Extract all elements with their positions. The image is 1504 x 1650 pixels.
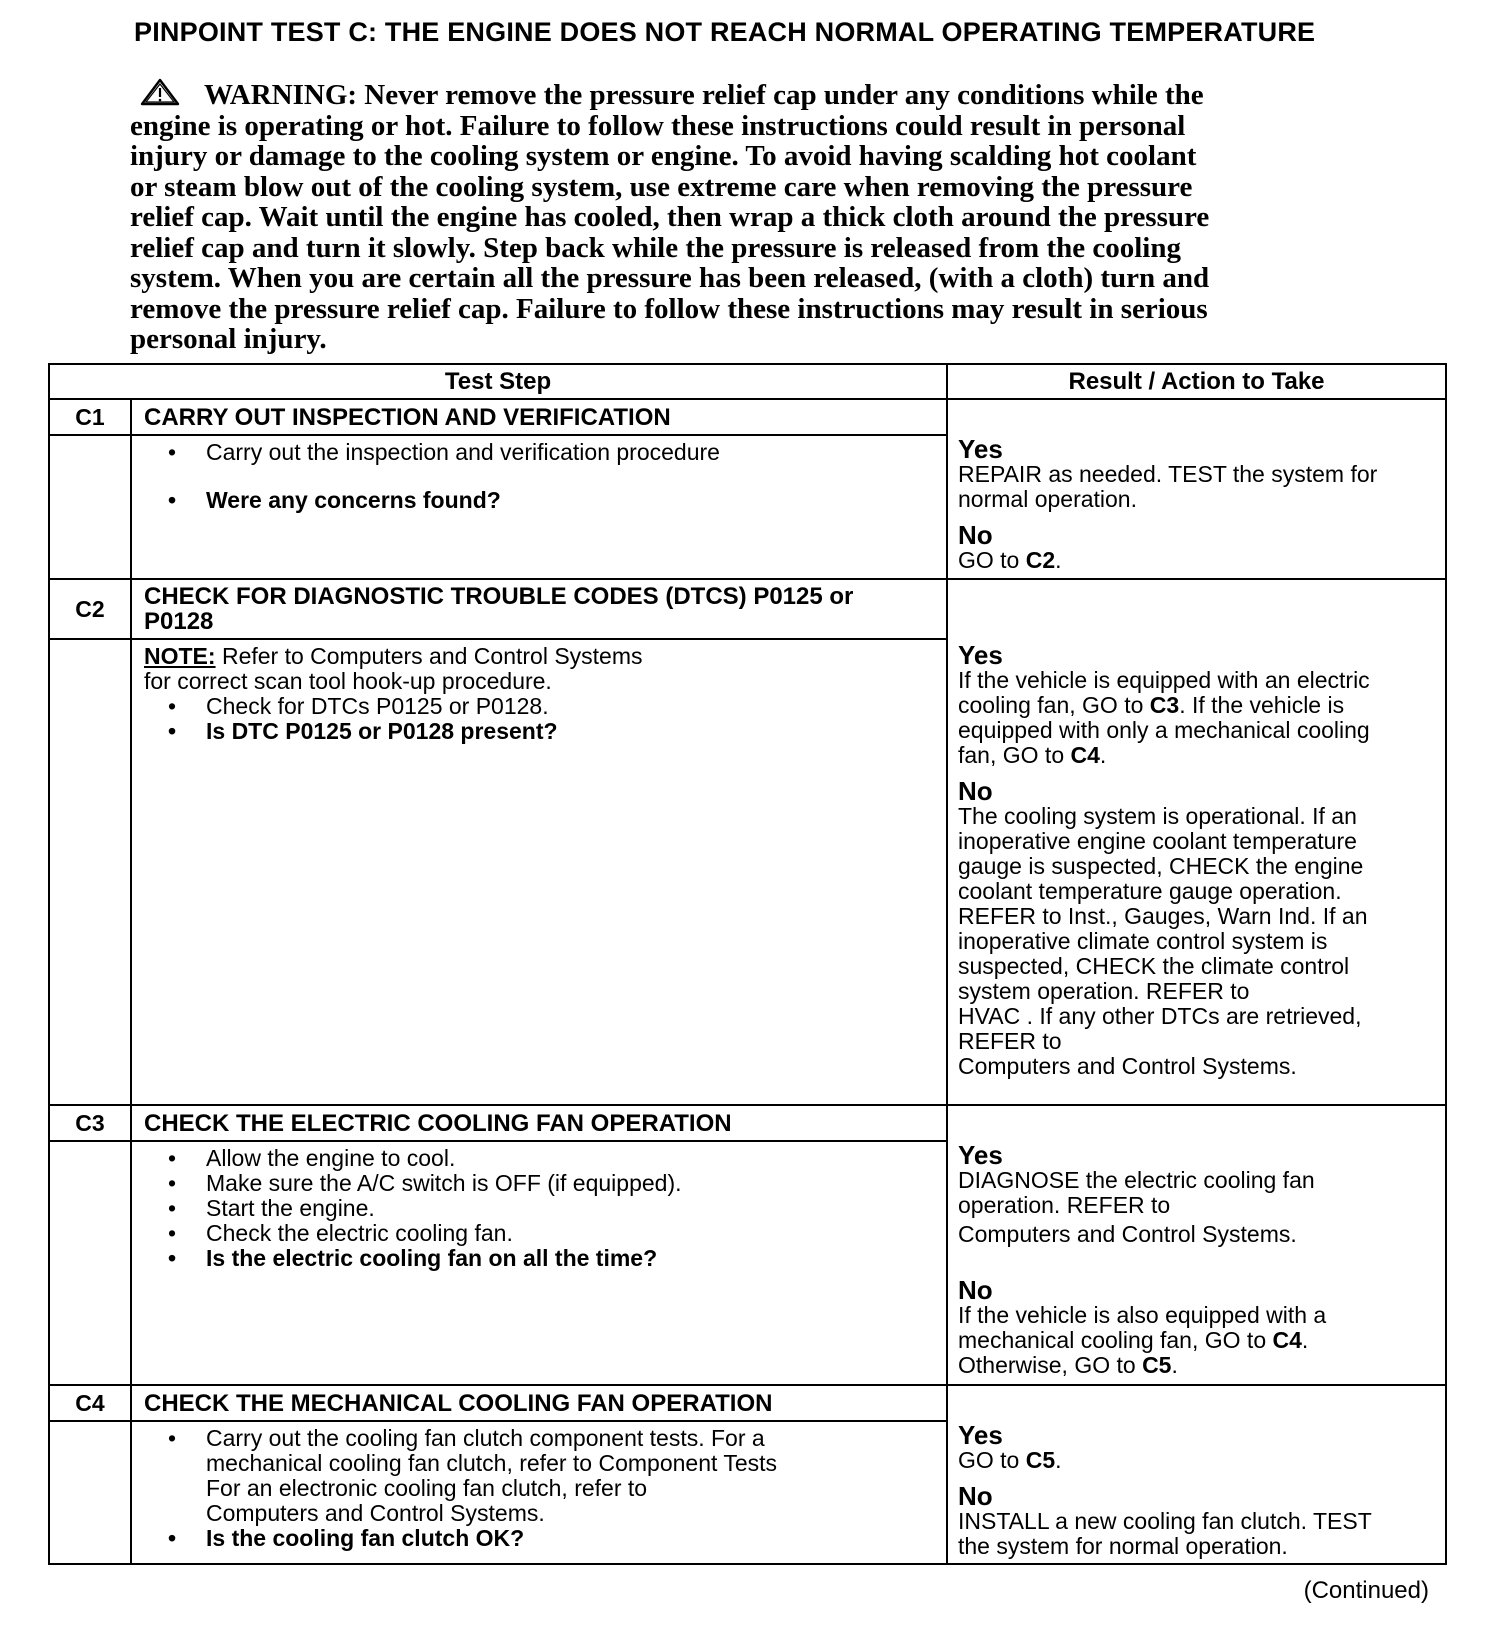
no-label: No: [958, 520, 993, 550]
no-text: mechanical cooling fan, GO to C4.: [958, 1327, 1309, 1353]
step-body: [131, 435, 947, 579]
no-text: suspected, CHECK the climate control: [958, 953, 1350, 979]
step-title-row: [49, 399, 1446, 435]
step-title-row: [49, 579, 1446, 639]
step-id-spacer: [49, 1141, 131, 1385]
step-question: • Is the cooling fan clutch OK?: [168, 1526, 936, 1551]
yes-text: normal operation.: [958, 486, 1137, 512]
table-header-row: [49, 364, 1446, 399]
step-id-spacer: [49, 1421, 131, 1564]
step-id: C3: [49, 1105, 131, 1141]
yes-text: GO to C5.: [958, 1447, 1062, 1473]
yes-label: Yes: [958, 640, 1003, 670]
step-title-row: [49, 1105, 1446, 1141]
yes-text: REPAIR as needed. TEST the system for: [958, 461, 1378, 487]
warning-text: WARNING: Never remove the pressure relief cap under any conditions while the: [204, 79, 1204, 111]
step-id: C1: [49, 399, 131, 435]
step-bullet-line: • Carry out the cooling fan clutch component tests. For a: [206, 1425, 765, 1452]
step-bullet: • Carry out the inspection and verification procedure: [168, 440, 936, 465]
yes-text: cooling fan, GO to C3. If the vehicle is: [958, 692, 1345, 718]
yes-text: operation. REFER to: [958, 1192, 1171, 1218]
step-title-line: CHECK FOR DIAGNOSTIC TROUBLE CODES (DTCS) P0125 or: [144, 583, 854, 610]
result-cell: [947, 1385, 1446, 1564]
no-text: HVAC . If any other DTCs are retrieved,: [958, 1003, 1362, 1029]
step-question: • Is the electric cooling fan on all the time?: [168, 1246, 936, 1271]
yes-label: Yes: [958, 1420, 1003, 1450]
no-text: If the vehicle is also equipped with a: [958, 1302, 1327, 1328]
no-text: REFER to: [958, 1028, 1062, 1054]
step-title-row: [49, 1385, 1446, 1421]
page-title: PINPOINT TEST C: THE ENGINE DOES NOT REACH NORMAL OPERATING TEMPERATURE: [134, 17, 1316, 47]
continued-label: (Continued): [1303, 1577, 1429, 1604]
no-text: GO to C2.: [958, 547, 1062, 573]
warning-block: [130, 78, 1345, 355]
step-bullet-line: mechanical cooling fan clutch, refer to Component Tests: [206, 1450, 778, 1477]
no-text: Computers and Control Systems.: [958, 1053, 1297, 1079]
step-bullet: • Check the electric cooling fan.: [168, 1221, 936, 1246]
no-text: INSTALL a new cooling fan clutch. TEST: [958, 1508, 1372, 1534]
step-bullets: [144, 440, 936, 513]
yes-text: Computers and Control Systems.: [958, 1221, 1297, 1247]
step-title-line: P0128: [144, 608, 214, 635]
step-title: CHECK THE ELECTRIC COOLING FAN OPERATION: [131, 1105, 947, 1141]
header-result-action: Result / Action to Take: [947, 364, 1446, 399]
no-text: inoperative engine coolant temperature: [958, 828, 1357, 854]
warning-line: personal injury.: [130, 323, 327, 355]
no-label: No: [958, 1481, 993, 1511]
warning-line: injury or damage to the cooling system or engine. To avoid having scalding hot coolant: [130, 140, 1197, 172]
step-bullet-line: Computers and Control Systems.: [206, 1500, 545, 1527]
step-id: C4: [49, 1385, 131, 1421]
yes-text: fan, GO to C4.: [958, 742, 1107, 768]
step-title: [131, 579, 947, 639]
warning-line: relief cap and turn it slowly. Step back while the pressure is released from the cooling: [130, 231, 1181, 264]
warning-line: engine is operating or hot. Failure to follow these instructions could result in personal: [130, 109, 1186, 142]
step-id: C2: [49, 579, 131, 639]
note-text: Refer to Computers and Control Systems: [215, 643, 643, 669]
step-body: [131, 1141, 947, 1385]
result-cell: [947, 579, 1446, 1105]
warning-triangle-icon: [140, 78, 180, 106]
no-text: inoperative climate control system is: [958, 928, 1328, 954]
step-bullet: • Start the engine.: [168, 1196, 936, 1221]
yes-text: equipped with only a mechanical cooling: [958, 717, 1370, 743]
no-text: the system for normal operation.: [958, 1533, 1288, 1559]
result-cell: [947, 399, 1446, 579]
step-body: [131, 1421, 947, 1564]
step-note: [144, 644, 936, 669]
step-bullets: [144, 1426, 936, 1551]
step-bullet: • Allow the engine to cool.: [168, 1146, 936, 1171]
step-bullet: [168, 1426, 936, 1526]
warning-line: relief cap. Wait until the engine has cooled, then wrap a thick cloth around the pressure: [130, 201, 1210, 233]
step-bullets: [144, 694, 936, 744]
step-title: CARRY OUT INSPECTION AND VERIFICATION: [131, 399, 947, 435]
no-label: No: [958, 1275, 993, 1305]
no-text: Otherwise, GO to C5.: [958, 1352, 1178, 1378]
warning-line: remove the pressure relief cap. Failure to follow these instructions may result in serious: [130, 292, 1208, 325]
no-label: No: [958, 776, 993, 806]
step-body: [131, 639, 947, 1105]
step-title: CHECK THE MECHANICAL COOLING FAN OPERATION: [131, 1385, 947, 1421]
yes-label: Yes: [958, 1140, 1003, 1170]
no-text: coolant temperature gauge operation.: [958, 878, 1342, 904]
warning-line: system. When you are certain all the pressure has been released, (with a cloth) turn and: [130, 262, 1210, 294]
step-id-spacer: [49, 639, 131, 1105]
no-text: system operation. REFER to: [958, 978, 1250, 1004]
no-text: The cooling system is operational. If an: [958, 803, 1357, 829]
diagnostic-table: [48, 363, 1447, 1565]
no-text: gauge is suspected, CHECK the engine: [958, 853, 1364, 879]
note-label: NOTE:: [144, 643, 216, 669]
warning-line: or steam blow out of the cooling system, use extreme care when removing the pressure: [130, 170, 1193, 203]
step-bullet: • Check for DTCs P0125 or P0128.: [168, 694, 936, 719]
result-cell: [947, 1105, 1446, 1385]
step-bullet: • Make sure the A/C switch is OFF (if equipped).: [168, 1171, 936, 1196]
yes-text: DIAGNOSE the electric cooling fan: [958, 1167, 1315, 1193]
note-text: for correct scan tool hook-up procedure.: [144, 668, 552, 694]
step-question: • Is DTC P0125 or P0128 present?: [168, 719, 936, 744]
step-bullets: [144, 1146, 936, 1271]
yes-label: Yes: [958, 434, 1003, 464]
yes-text: If the vehicle is equipped with an electric: [958, 667, 1370, 693]
step-id-spacer: [49, 435, 131, 579]
step-bullet-line: For an electronic cooling fan clutch, refer to: [206, 1475, 648, 1502]
warning-line: [130, 78, 1345, 111]
no-text: REFER to Inst., Gauges, Warn Ind. If an: [958, 903, 1368, 929]
header-test-step: Test Step: [49, 364, 947, 399]
step-question: • Were any concerns found?: [168, 488, 936, 513]
